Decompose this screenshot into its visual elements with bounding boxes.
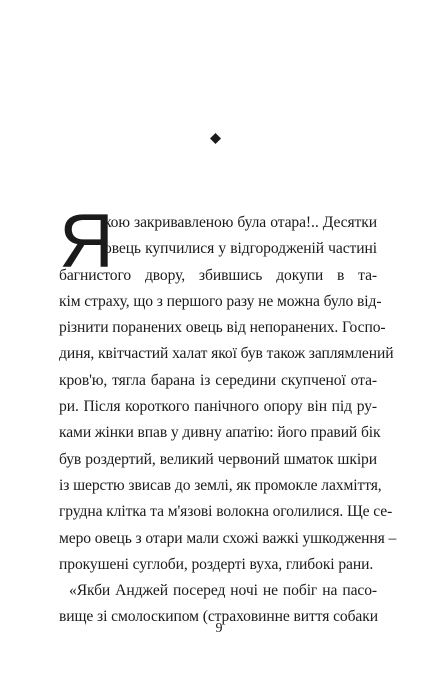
text-line: кім страху, що з першого разу не можна було від- <box>59 292 382 310</box>
text-line: був роздертий, великий червоний шматок шкіри <box>59 450 377 468</box>
text-line: ри. Після короткого панічного опору він під ру- <box>59 398 377 416</box>
chapter-text <box>59 199 397 631</box>
text-line: «Якби Анджей посеред ночі не побіг на пасо- <box>69 582 377 600</box>
text-line: із шерстю звисав до землі, як промокле лахміття, <box>59 476 382 494</box>
text-line: багнистого двору, збившись докупи в та- <box>59 266 377 284</box>
page-number: 9 <box>215 621 223 636</box>
text-line: кров'ю, тягла барана із середини скупченої ота- <box>59 371 377 389</box>
drop-cap: Я <box>59 199 114 284</box>
diamond-icon <box>210 133 221 144</box>
text-line: вище зі смолоскипом (страховинне виття собаки <box>59 608 378 626</box>
text-line: грудна клітка та м'язові волокна оголилися. Ще се- <box>59 503 393 521</box>
text-line: меро овець з отари мали схожі важкі ушкодження – <box>59 529 397 547</box>
text-line: прокушені суглоби, роздерті вуха, глибокі рани. <box>59 555 374 573</box>
text-line: овець купчилися у відгородженій частині <box>104 240 377 258</box>
text-line: диня, квітчастий халат якої був також заплямлений <box>59 345 394 363</box>
text-line: ками жінки впав у дивну апатію: його правий бік <box>59 424 381 442</box>
text-line: кою закривавленою була отара!.. Десятки <box>104 214 377 231</box>
text-line: різнити поранених овець від непоранених. Госпо- <box>59 319 386 337</box>
